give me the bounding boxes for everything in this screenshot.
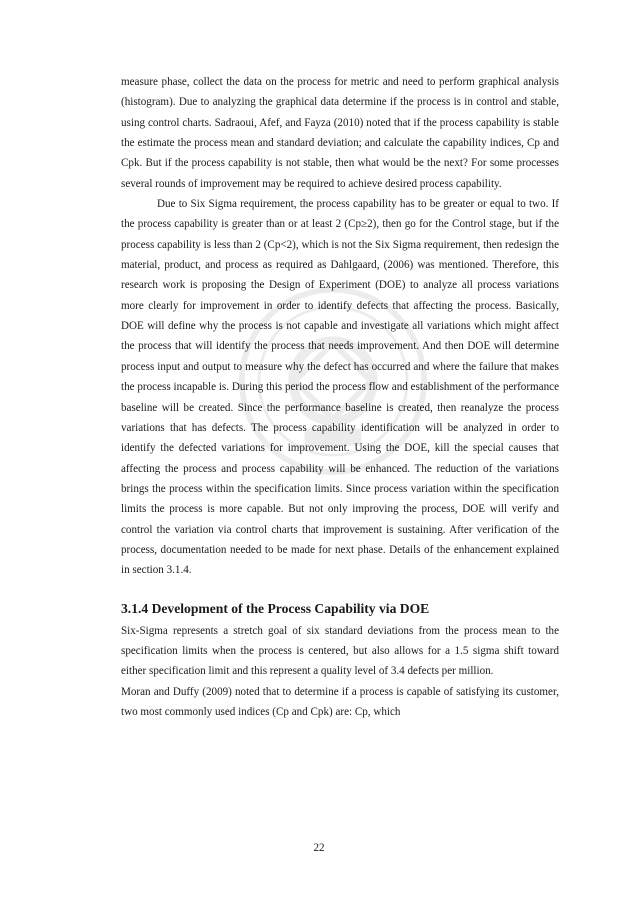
body-paragraph: measure phase, collect the data on the process for metric and need to perform graphical analysis (histogram). Due to analyzing the graphical data determine if the process is in control and stable, using control charts. Sadraoui, Afef, and Fayza (2010) noted that if the process capability is stable the estimate the process mean and standard deviation; and calculate the capability indices, Cp and Cpk. But if the process capability is not stable, then what would be the next? For some processes several rounds of improvement may be required to achieve desired process capability. [121, 76, 559, 190]
body-paragraph: Six-Sigma represents a stretch goal of six standard deviations from the process mean to the specification limits when the process is centered, but also allows for a 1.5 sigma shift toward either specification limit and this represent a quality level of 3.4 defects per million. [121, 624, 559, 678]
document-body [121, 72, 559, 722]
section-heading: 3.1.4 Development of the Process Capability via DOE [121, 600, 430, 616]
body-paragraph: Due to Six Sigma requirement, the process capability has to be greater or equal to two. If the process capability is greater than or at least 2 (Cp≥2), then go for the Control stage, but if the process capability is less than 2 (Cp<2), which is not the Six Sigma requirement, then redesign the material, product, and process as required as Dahlgaard, (2006) was mentioned. Therefore, this research work is proposing the Design of Experiment (DOE) to analyze all process variations more clearly for improvement in order to identify defects that affecting the process. Basically, DOE will define why the process is not capable and investigate all variations which might affect the process that will identify the process that needs improvement. And then DOE will determine process input and output to measure why the defect has occurred and where the failure that makes the process incapable is. During this period the process flow and establishment of the performance baseline will be created. Since the performance baseline is created, then reanalyze the process variations that has defects. The process capability identification will be analyzed in order to identify the defected variations for improvement. Using the DOE, kill the special causes that affecting the process and process capability will be enhanced. The reduction of the variations brings the process within the specification limits. Since process variation within the specification limits the process is more capable. But not only improving the process, DOE will verify and control the variation via control charts that improvement is sustaining. After verification of the process, documentation needed to be made for next phase. Details of the enhancement explained in section 3.1.4. [121, 198, 559, 577]
body-paragraph: Moran and Duffy (2009) noted that to determine if a process is capable of satisfying its customer, two most commonly used indices (Cp and Cpk) are: Cp, which [121, 685, 559, 718]
page-number: 22 [313, 842, 325, 854]
